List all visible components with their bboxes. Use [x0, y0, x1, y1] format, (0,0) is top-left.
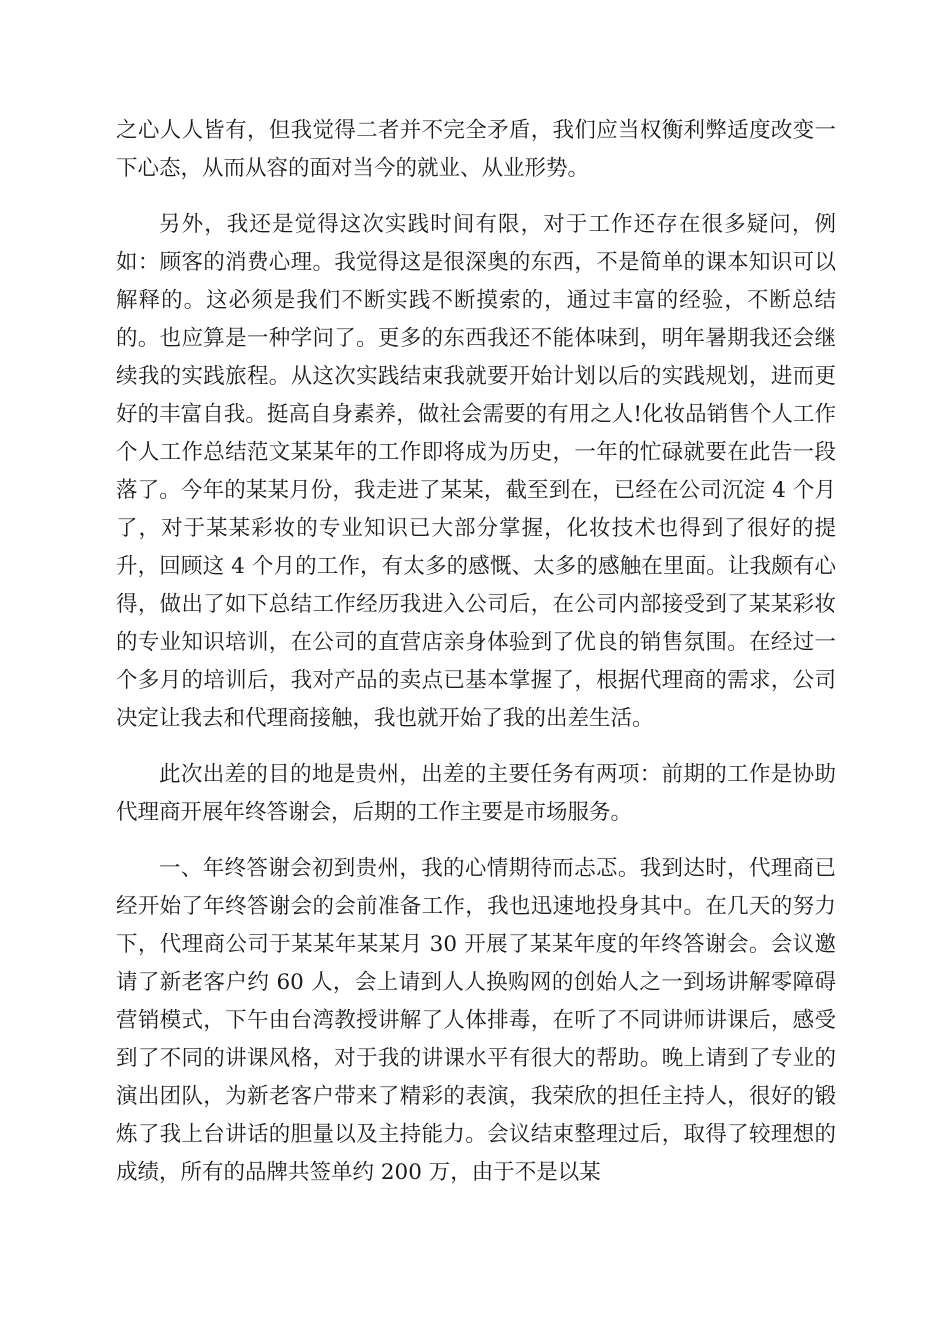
document-body [116, 112, 836, 1192]
paragraph-business-trip: 此次出差的目的地是贵州，出差的主要任务有两项：前期的工作是协助代理商开展年终答谢会，后期的工作主要是市场服务。 [116, 762, 836, 825]
paragraph-year-end-meeting: 一、年终答谢会初到贵州，我的心情期待而忐忑。我到达时，代理商已经开始了年终答谢会的会前准备工作，我也迅速地投身其中。在几天的努力下，代理商公司于某某年某某月 30 开展了某某年度的年终答谢会。会议邀请了新老客户约 60 人，会上请到人人换购网的创始人之一到场讲解零障碍营销模式，下午由台湾教授讲解了人体排毒，在听了不同讲师讲课后，感受到了不同的讲课风格，对于我的讲课水平有很大的帮助。晚上请到了专业的演出团队，为新老客户带来了精彩的表演，我荣欣的担任主持人，很好的锻炼了我上台讲话的胆量以及主持能力。会议结束整理过后，取得了较理想的成绩，所有的品牌共签单约 200 万，由于不是以某 [116, 856, 836, 1185]
paragraph-practice-reflection: 另外，我还是觉得这次实践时间有限，对于工作还存在很多疑问，例如：顾客的消费心理。我觉得这是很深奥的东西，不是简单的课本知识可以解释的。这必须是我们不断实践不断摸索的，通过丰富的经验，不断总结的。也应算是一种学问了。更多的东西我还不能体味到，明年暑期我还会继续我的实践旅程。从这次实践结束我就要开始计划以后的实践规划，进而更好的丰富自我。挺高自身素养，做社会需要的有用之人!化妆品销售个人工作个人工作总结范文某某年的工作即将成为历史，一年的忙碌就要在此告一段落了。今年的某某月份，我走进了某某，截至到在，已经在公司沉淀 4 个月了，对于某某彩妆的专业知识已大部分掌握，化妆技术也得到了很好的提升，回顾这 4 个月的工作，有太多的感慨、太多的感触在里面。让我颇有心得，做出了如下总结工作经历我进入公司后，在公司内部接受到了某某彩妆的专业知识培训，在公司的直营店亲身体验到了优良的销售氛围。在经过一个多月的培训后，我对产品的卖点已基本掌握了，根据代理商的需求，公司决定让我去和代理商接触，我也就开始了我的出差生活。 [116, 212, 836, 731]
paragraph-continuation: 之心人人皆有，但我觉得二者并不完全矛盾，我们应当权衡利弊适度改变一下心态，从而从容的面对当今的就业、从业形势。 [116, 118, 836, 181]
